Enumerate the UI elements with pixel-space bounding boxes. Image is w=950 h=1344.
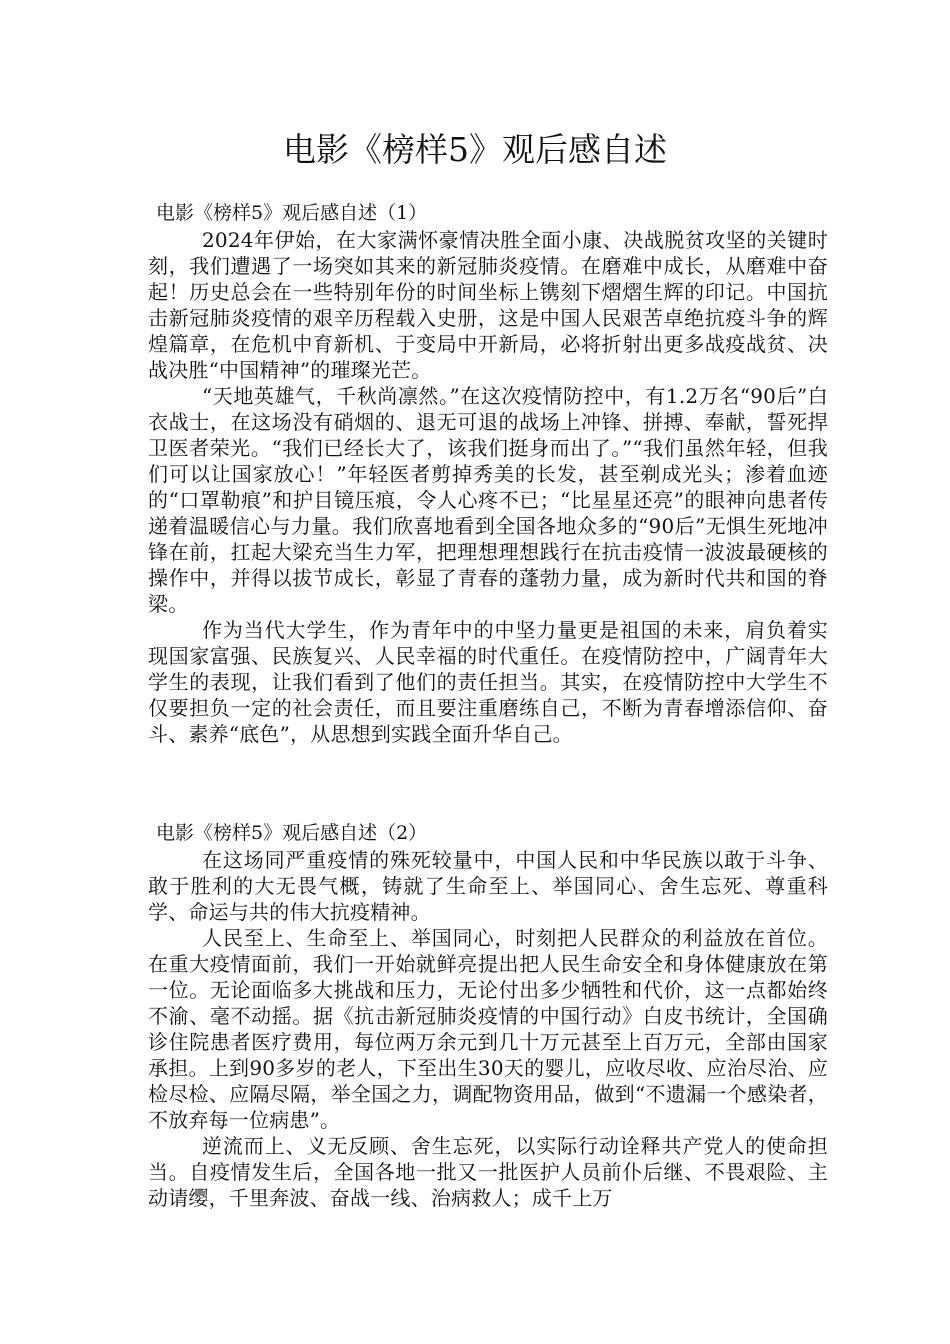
document-title: 电影《榜样5》观后感自述 — [283, 130, 667, 169]
paragraph: 逆流而上、义无反顾、舍生忘死，以实际行动诠释共产党人的使命担当。自疫情发生后，全国各地一批又一批医护人员前仆后继、不畏艰险、主动请缨，千里奔波、奋战一线、治病救人；成千上万 — [148, 1134, 828, 1210]
paragraph: 人民至上、生命至上、举国同心，时刻把人民群众的利益放在首位。在重大疫情面前，我们一开始就鲜亮提出把人民生命安全和身体健康放在第一位。无论面临多大挑战和压力，无论付出多少牺牲和代价，这一点都始终不渝、毫不动摇。据《抗击新冠肺炎疫情的中国行动》白皮书统计，全国确诊住院患者医疗费用，每位两万余元到几十万元甚至上百万元，全部由国家承担。上到90多岁的老人，下至出生30天的婴儿，应收尽收、应治尽治、应检尽检、应隔尽隔，举全国之力，调配物资用品，做到“不遗漏一个感染者，不放弃每一位病患”。 — [148, 926, 828, 1132]
paragraph: 在这场同严重疫情的殊死较量中，中国人民和中华民族以敢于斗争、敢于胜利的大无畏气概，铸就了生命至上、举国同心、舍生忘死、尊重科学、命运与共的伟大抗疫精神。 — [148, 848, 828, 924]
paragraph: 作为当代大学生，作为青年中的中坚力量更是祖国的未来，肩负着实现国家富强、民族复兴、人民幸福的时代重任。在疫情防控中，广阔青年大学生的表现，让我们看到了他们的责任担当。其实，在疫情防控中大学生不仅要担负一定的社会责任，而且要注重磨练自己，不断为青春增添信仰、奋斗、素养“底色”，从思想到实践全面升华自己。 — [148, 618, 828, 746]
section-heading: 电影《榜样5》观后感自述（1） — [156, 202, 428, 224]
paragraph: 2024年伊始，在大家满怀豪情决胜全面小康、决战脱贫攻坚的关键时刻，我们遭遇了一场突如其来的新冠肺炎疫情。在磨难中成长，从磨难中奋起！历史总会在一些特别年份的时间坐标上镌刻下熠熠生辉的印记。中国抗击新冠肺炎疫情的艰辛历程载入史册，这是中国人民艰苦卓绝抗疫斗争的辉煌篇章，在危机中育新机、于变局中开新局，必将折射出更多战疫战贫、决战决胜“中国精神”的璀璨光芒。 — [148, 228, 828, 382]
section-1 — [148, 200, 828, 747]
paragraph: “天地英雄气，千秋尚凛然。”在这次疫情防控中，有1.2万名“90后”白衣战士，在这场没有硝烟的、退无可退的战场上冲锋、拼搏、奉献，誓死捍卫医者荣光。“我们已经长大了，该我们挺身而出了。”“我们虽然年轻，但我们可以让国家放心！”年轻医者剪掉秀美的长发，甚至剃成光头；渗着血迹的“口罩勒痕”和护目镜压痕，令人心疼不已；“比星星还亮”的眼神向患者传递着温暖信心与力量。我们欣喜地看到全国各地众多的“90后”无惧生死地冲锋在前，扛起大梁充当生力军，把理想理想践行在抗击疫情一波波最硬核的操作中，并得以拔节成长，彰显了青春的蓬勃力量，成为新时代共和国的脊梁。 — [148, 384, 828, 616]
section-heading: 电影《榜样5》观后感自述（2） — [156, 822, 428, 844]
section-2 — [148, 820, 828, 1211]
